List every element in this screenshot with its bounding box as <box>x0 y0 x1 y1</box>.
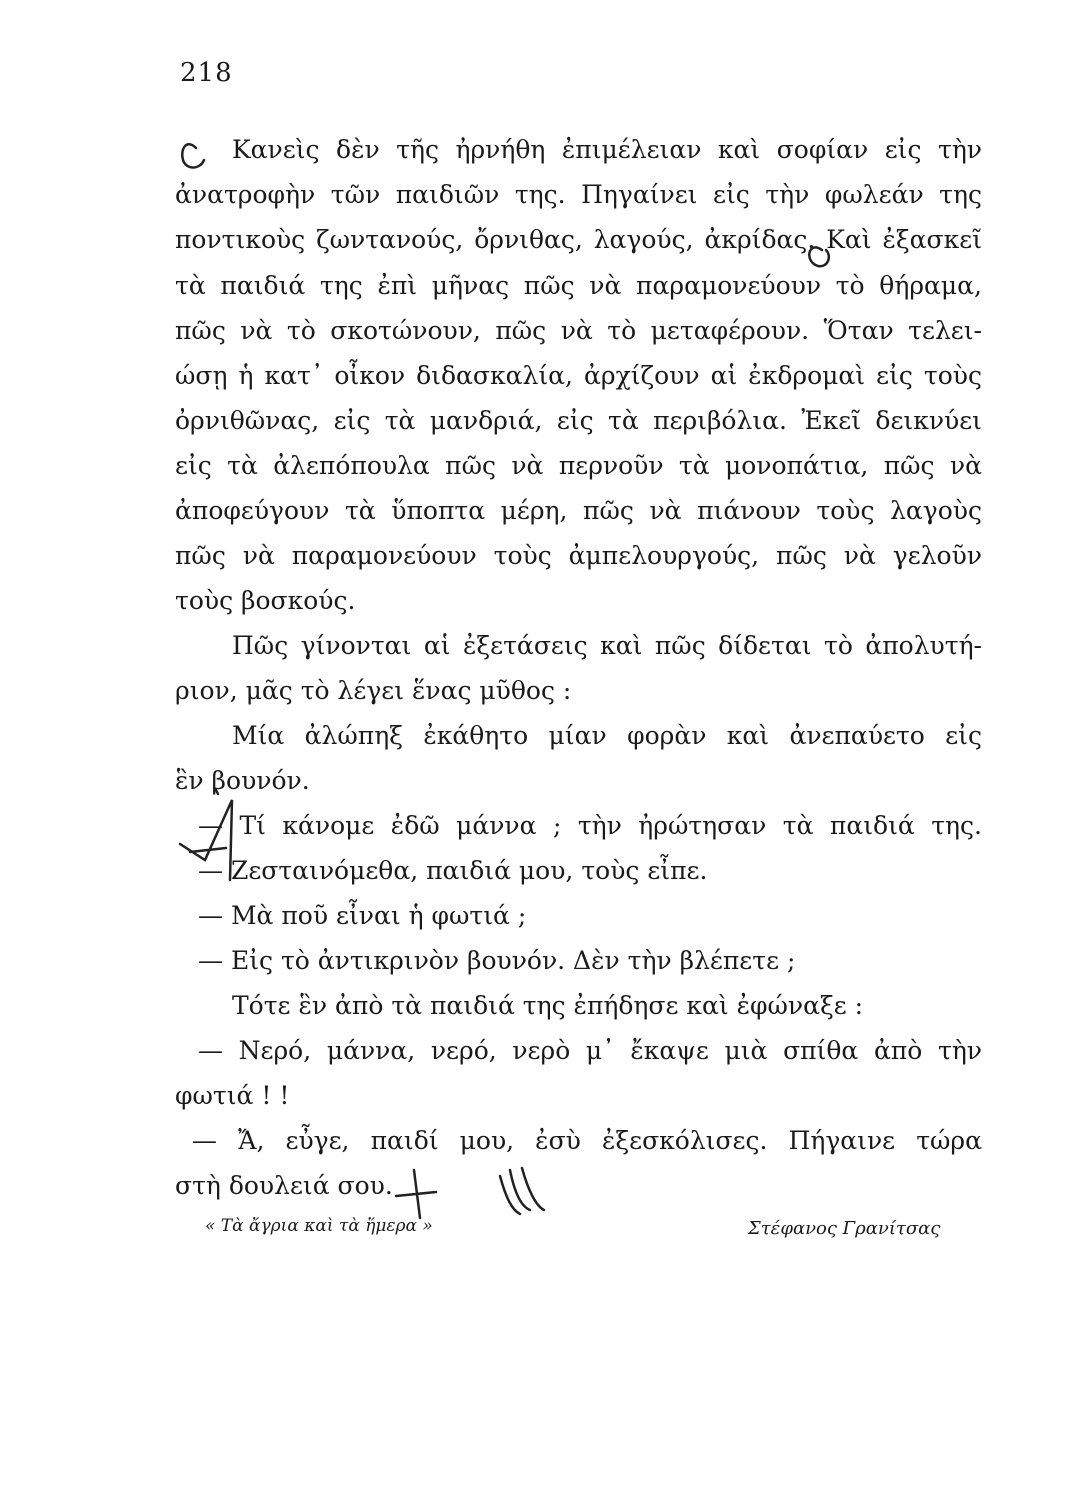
margin-mark-cross <box>396 1170 436 1218</box>
dialogue-line-1: — Τί κάνομε ἐδῶ μάννα ; τὴν ἠρώτησαν τὰ παιδιά της. <box>198 811 982 840</box>
margin-mark-squiggle <box>500 1168 544 1214</box>
text-line-8: εἰς τὰ ἀλεπόπουλα πῶς νὰ περνοῦν τὰ μονοπάτια, πῶς νὰ <box>175 451 982 480</box>
text-line-6: ώσῃ ἡ κατ᾽ οἶκον διδασκαλία, ἀρχίζουν αἱ ἐκδρομαὶ εἰς τοὺς <box>175 361 982 390</box>
text-line-15: ἓν βουνόν. <box>175 766 310 795</box>
text-line-9: ἀποφεύγουν τὰ ὕποπτα μέρη, πῶς νὰ πιάνουν τοὺς λαγοὺς <box>175 496 982 525</box>
text-line-10: πῶς νὰ παραμονεύουν τοὺς ἀμπελουργούς, πῶς νὰ γελοῦν <box>175 541 982 570</box>
source-title: « Τὰ ἄγρια καὶ τὰ ἥμερα » <box>205 1216 433 1236</box>
dialogue-line-4: — Εἰς τὸ ἀντικρινὸν βουνόν. Δὲν τὴν βλέπετε ; <box>198 946 796 975</box>
dialogue-line-2: — Ζεσταινόμεθα, παιδιά μου, τοὺς εἶπε. <box>198 856 708 885</box>
pen-mark-circle <box>182 144 204 167</box>
text-line-2: ἀνατροφὴν τῶν παιδιῶν της. Πηγαίνει εἰς τὴν φωλεάν της <box>175 180 982 209</box>
text-line-5: πῶς νὰ τὸ σκοτώνουν, πῶς νὰ τὸ μεταφέρουν. Ὅταν τελει- <box>175 316 982 345</box>
page-number: 218 <box>180 58 233 88</box>
text-line-1: Κανεὶς δὲν τῆς ἠρνήθη ἐπιμέλειαν καὶ σοφίαν εἰς τὴν <box>232 135 982 164</box>
text-line-11: τοὺς βοσκούς. <box>175 586 356 615</box>
text-line-20: Τότε ἓν ἀπὸ τὰ παιδιά της ἐπήδησε καὶ ἐφώναξε : <box>232 991 864 1020</box>
text-line-12: Πῶς γίνονται αἱ ἐξετάσεις καὶ πῶς δίδεται τὸ ἀπολυτή- <box>232 631 982 660</box>
dialogue-line-3: — Μὰ ποῦ εἶναι ἡ φωτιά ; <box>198 901 527 930</box>
text-line-14: Μία ἀλώπηξ ἐκάθητο μίαν φορὰν καὶ ἀνεπαύετο εἰς <box>232 721 982 750</box>
dialogue-line-6: — Ἄ, εὖγε, παιδί μου, ἐσὺ ἐξεσκόλισες. Πήγαινε τώρα <box>192 1126 982 1155</box>
text-line-7: ὀρνιθῶνας, εἰς τὰ μανδριά, εἰς τὰ περιβόλια. Ἐκεῖ δεικνύει <box>175 406 982 435</box>
text-line-4: τὰ παιδιά της ἐπὶ μῆνας πῶς νὰ παραμονεύουν τὸ θήραμα, <box>175 271 982 300</box>
text-line-24: στὴ δουλειά σου. <box>175 1171 393 1200</box>
text-line-13: ριον, μᾶς τὸ λέγει ἕνας μῦθος : <box>175 676 572 705</box>
text-line-22: φωτιά ! ! <box>175 1081 290 1110</box>
text-line-3: ποντικοὺς ζωντανούς, ὄρνιθας, λαγούς, ἀκρίδας. Καὶ ἐξασκεῖ <box>175 225 982 254</box>
author-name: Στέφανος Γρανίτσας <box>748 1218 941 1239</box>
dialogue-line-5: — Νερό, μάννα, νερό, νερὸ μ᾽ ἔκαψε μιὰ σπίθα ἀπὸ τὴν <box>198 1036 982 1065</box>
